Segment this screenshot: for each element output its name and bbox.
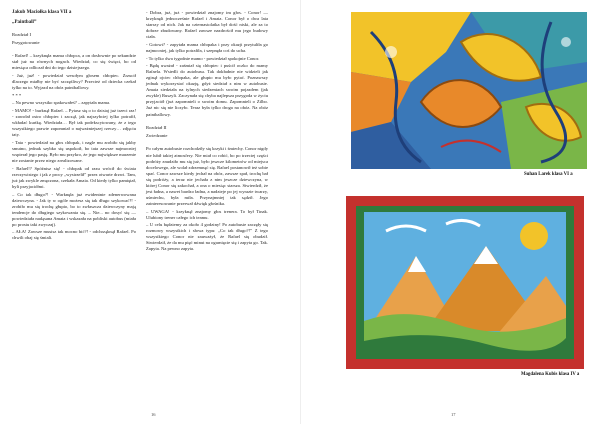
paragraph: – U celu będziemy za około 4 godziny! Po autobusie zaczęły się rozmowy wszystkich i słowa typu: „Co tak długo?!” Z tego wszystkiego Conor nie zauważył, że Rafael się obudził. Stwierdził, że da mu pięć minut na ogarnięcie się i zapyta go. Tak. Zapyta. Na pewno zapyta. — [146, 222, 268, 252]
paragraph: Po całym autobusie rozchodziły się krzyki i śmiechy. Conor nigdy nie lubił takiej atmosfery. Nie miał co robić, bo po trzeciej części podróży znudziło mu się już, było jeszcze kilometrów od miejsca docelowego, ale wolał zdrzemnąć się. Rafael postanowił też sobie spać. Conor zawsze kiedy jechał na obóz, zawsze spał, trochę bał się podróży, a teraz nie jechała z nim jeszcze dziewczyna, w której Conor się zakochał, a ona o miesiąc starsza. Stwierdził, że jest ładna, a nawet bardzo ładna, a nadzieje po jej wyrazie twarzy, uśmiechu, była miła. Przynajmniej tak sądził. Jego zainteresowanie przerwał dźwięk głośnika. — [146, 146, 268, 206]
paragraph: - To tylko dwa tygodnie mamo - powiedział spokojnie Conor. — [146, 55, 260, 61]
mountain-landscape-painting — [346, 196, 584, 369]
paragraph: – AŁA! Zawsze musisz tak mocno bić?! - odchrząknął Rafael. Po chwili obaj się śmiali. — [12, 229, 136, 241]
page-number-left: 16 — [151, 412, 156, 417]
page-number-right: 17 — [451, 412, 456, 417]
paragraph: - Dobra, już, już - powiedział znajomy im głos. - Conor! — krzyknęli jednocześnie Rafael i Amaia. Conor był o dwa lata starszy od nich. Jak na czternastolatka był dość niski, ale za to dobrze zbudowany. Rafael zawsze nazdrościł mu jego budowy ciała. — [146, 10, 268, 40]
text-column-2 — [146, 10, 268, 254]
artwork-caption: Magdalena Kubis klasa IV a — [521, 372, 580, 377]
chapter-heading: Rozdział I — [12, 32, 32, 38]
chapter-subtitle: Przygotowanie — [12, 39, 40, 45]
chapter-heading: Rozdział II — [146, 125, 167, 131]
paragraph: – UWAGA! - krzyknął znajomy głos trenera. To był Tinak. Ulubiony trener całego ich teamu. — [146, 208, 268, 220]
section-break: * * * — [12, 92, 22, 98]
story-author: Jakub Maciołka klasa VII a — [12, 10, 72, 15]
leaf-painting-svg — [351, 12, 587, 169]
paragraph: - Już, już! - powiedział wesołym głosem chłopiec. Zrzucił dlaczego miałby nie być szczęśliwy? Przecież od dziecka czekał tylko na to. Wyjazd na obóz paintballowy. — [12, 73, 136, 91]
artwork-caption: Suhan Larek klasa VI a — [524, 172, 573, 177]
paragraph: - Będę uważał - zaśmiał się chłopiec i puścił oczko do mamy Rafaela. Wsiedli do autobusu. Tak dokładnie nie widzieli jak zginął ojciec chłopaka, ale głupio mu było pytać. Poznawszy jednak wykorzystać okazję, gdyż siedział z nim w autobusie. Amaia siedziała na tylnych siedzeniach swoim pojazdem (jak zwykle) Ruszyli. Zaczynała się chyba najlepsza przygoda w życiu przyjaciół (już zapomnieli o swoim domu. Zapomnieli o Zilbo. Już nic się nie liczyło. Teraz była tylko droga na obóz. Na obóz paintballowy. — [146, 63, 268, 117]
text-column-1 — [12, 10, 136, 243]
paragraph: - Rafael!? Spóźnisz się! - chłopak od razu wrócił do świata rzeczywistego i jak z procy „wystrzelił” przez otwarte drzwi. Tam, już jak zwykle zmęczona, czekała Amaia. Od kiedy tylko pamiętał, byli przyjaciółmi. — [12, 165, 136, 189]
paragraph: - Gotowi? - zapytała mama chłopaka i przy okazji przytuliła go najmocniej, jak tylko potrafiła, i szepnęła coś do ucha. — [146, 41, 268, 53]
chapter-subtitle: Zwiedzanie — [146, 132, 168, 138]
paragraph: - Rafael! – krzyknęła mama chłopca, a on dosłownie po sekundzie stał już na równych nogach. Wiedział, co się święci, bo od miesiąca odliczał dni do tego dzisiejszego. — [12, 53, 136, 71]
page-gutter — [300, 0, 301, 424]
paragraph: - Tata - powiedział na głos chłopak, i nagle mu zrobiło się jakby smutno, jednak szybko się uspokoił, bo tata zawsze najmocniej wspierał jego pasję. Było mu przykro, że jego największe marzenie nie zostanie przez niego zrealizowane. — [12, 139, 136, 164]
abstract-leaf-painting — [351, 12, 587, 169]
paragraph: – Na pewno wszystko spakowałeś? – zapytała mama. — [12, 100, 111, 106]
landscape-painting-svg — [346, 196, 584, 369]
story-title: „Paintball” — [12, 20, 37, 26]
paragraph: – Co tak długo?! - Warknęła już ewidentnie zdenerwowana dziewczyna. - Jak ty w ogóle możesz się tak długo szykować?! - zrobiło mu się trochę głupio, bo to zwłaszcza dziewczyny mają tendencje do długiego szykowania się. – Nie... no dosyć się — powiedziała nadąsana Amaia i wskazała na pobliski autobus (miała po prostu taki zwyczaj). — [12, 191, 136, 227]
paragraph: - MAMO! - burknął Rafael. – Pytasz się o to dzisiaj już trzeci raz! - zawołał ostro chłopiec i zaczął, jak najszybciej tylko potrafił, wkładać kurtkę. Wiedziała… Był tak podekscytowany, że z tego wszystkiego prawie zapomniał o najważniejszej rzeczy… zdjęciu taty. — [12, 108, 136, 138]
